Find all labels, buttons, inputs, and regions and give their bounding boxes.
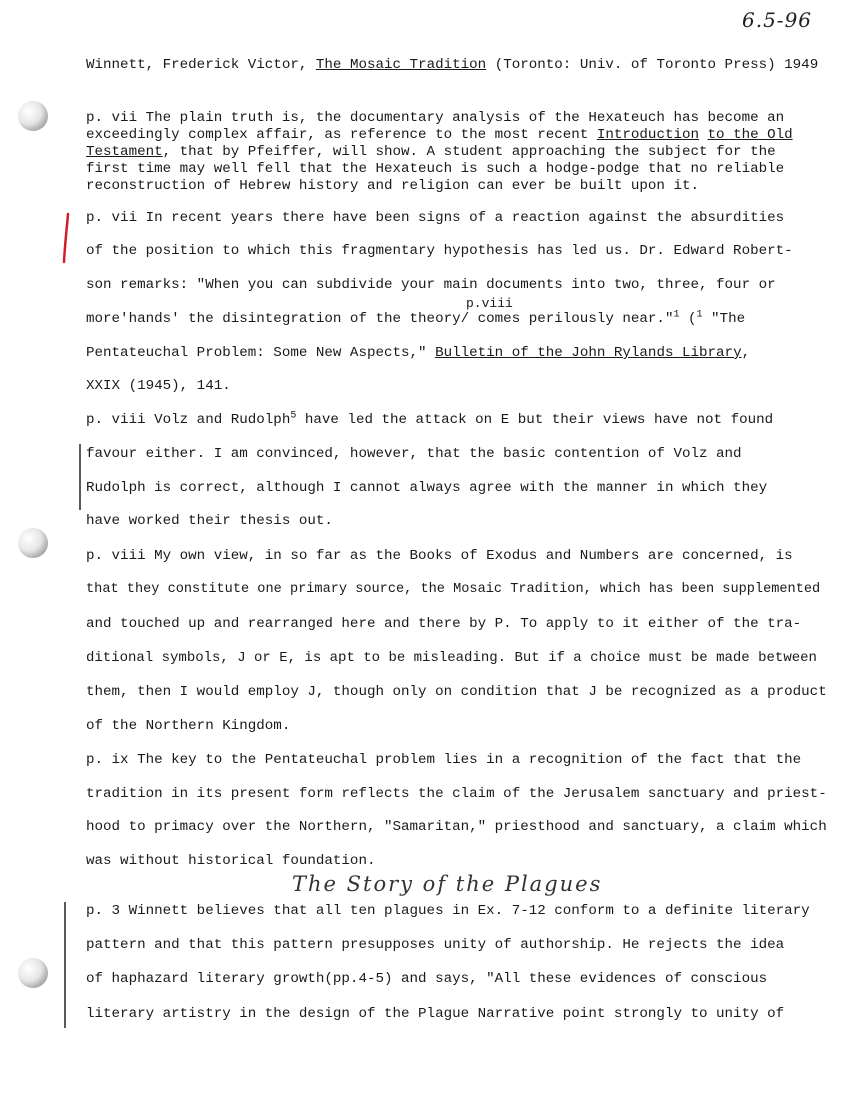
text-line: that they constitute one primary source, the Mosaic Tradition, which has been supplemented xyxy=(86,582,821,597)
text-line: p. vii The plain truth is, the documentary analysis of the Hexateuch has become an xyxy=(86,110,785,126)
text-line: Rudolph is correct, although I cannot always agree with the manner in which they xyxy=(86,480,768,496)
text-line: ditional symbols, J or E, is apt to be misleading. But if a choice must be made between xyxy=(86,650,817,666)
text-line: Pentateuchal Problem: Some New Aspects," Bulletin of the John Rylands Library, xyxy=(86,345,751,361)
text-line: of the Northern Kingdom. xyxy=(86,718,291,734)
text-line: first time may well fell that the Hexateuch is such a hodge-podge that no reliable xyxy=(86,161,785,177)
citation-publication: (Toronto: Univ. of Toronto Press) 1949 xyxy=(494,57,819,73)
punch-hole-middle xyxy=(18,528,48,558)
text-line: son remarks: "When you can subdivide your main documents into two, three, four or xyxy=(86,277,776,293)
citation-title: The Mosaic Tradition xyxy=(315,57,487,73)
text-line: Testament, that by Pfeiffer, will show. A student approaching the subject for the xyxy=(86,144,776,160)
text-line: exceedingly complex affair, as reference to the most recent Introduction to the Old xyxy=(86,127,793,143)
citation-author: Winnett, Frederick Victor, xyxy=(86,57,308,73)
text-line: have worked their thesis out. xyxy=(86,513,333,529)
text-line: p. 3 Winnett believes that all ten plagues in Ex. 7-12 conform to a definite literary xyxy=(86,903,810,919)
punch-hole-top xyxy=(18,101,48,131)
margin-line-mark xyxy=(78,442,82,512)
text-line: p. viii Volz and Rudolph$^5$ have led the attack on E but their views have not found xyxy=(86,410,774,428)
citation-line xyxy=(86,57,826,73)
text-line: was without historical foundation. xyxy=(86,853,376,869)
margin-line-mark xyxy=(63,900,67,1030)
text-line: more'hands' the disintegration of the theory/ comes perilously near."$^1$ ($^1$ "The xyxy=(86,309,746,327)
text-line: p. viii My own view, in so far as the Books of Exodus and Numbers are concerned, is xyxy=(86,548,793,564)
text-line: hood to primacy over the Northern, "Samaritan," priesthood and sanctuary, a claim which xyxy=(86,819,827,835)
red-margin-mark xyxy=(62,212,70,264)
text-line: favour either. I am convinced, however, that the basic contention of Volz and xyxy=(86,446,742,462)
page-marker-pviii: p.viii xyxy=(466,296,513,311)
text-line: XXIX (1945), 141. xyxy=(86,378,231,394)
handwritten-date: 6.5-96 xyxy=(742,8,813,32)
text-line: tradition in its present form reflects the claim of the Jerusalem sanctuary and priest- xyxy=(86,786,827,802)
punch-hole-bottom xyxy=(18,958,48,988)
text-line: them, then I would employ J, though only on condition that J be recognized as a product xyxy=(86,684,827,700)
text-line: of the position to which this fragmentary hypothesis has led us. Dr. Edward Robert- xyxy=(86,243,793,259)
text-line: p. vii In recent years there have been signs of a reaction against the absurdities xyxy=(86,210,785,226)
text-line: of haphazard literary growth(pp.4-5) and says, "All these evidences of conscious xyxy=(86,971,768,987)
text-line: p. ix The key to the Pentateuchal problem lies in a recognition of the fact that the xyxy=(86,752,802,768)
handwritten-heading: The Story of the Plagues xyxy=(292,872,603,896)
text-line: literary artistry in the design of the Plague Narrative point strongly to unity of xyxy=(86,1006,785,1022)
text-line: and touched up and rearranged here and there by P. To apply to it either of the tra- xyxy=(86,616,802,632)
text-line: pattern and that this pattern presupposes unity of authorship. He rejects the idea xyxy=(86,937,785,953)
text-line: reconstruction of Hebrew history and religion can ever be built upon it. xyxy=(86,178,699,194)
